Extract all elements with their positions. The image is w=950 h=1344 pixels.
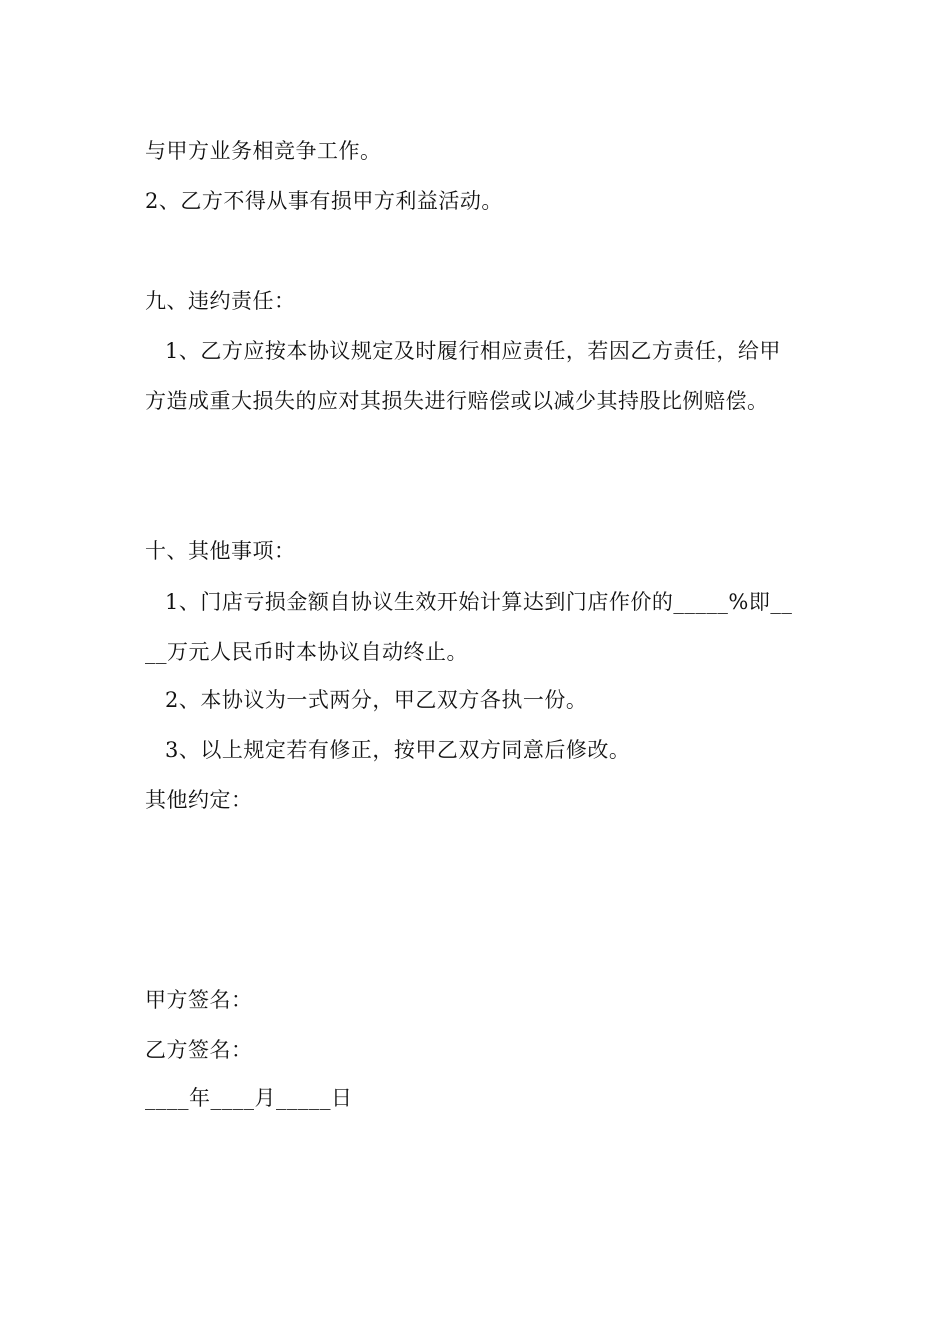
- section-heading-other: 十、其他事项：: [145, 539, 296, 563]
- party-b-signature-label: 乙方签名：: [145, 1038, 253, 1062]
- text-line: __万元人民币时本协议自动终止。: [145, 640, 468, 664]
- text-line: 1、门店亏损金额自协议生效开始计算达到门店作价的_____%即__: [165, 590, 793, 614]
- text-line: 2、本协议为一式两分，甲乙双方各执一份。: [165, 688, 588, 712]
- text-line: 2、乙方不得从事有损甲方利益活动。: [145, 189, 503, 213]
- text-line: 3、以上规定若有修正，按甲乙双方同意后修改。: [165, 738, 631, 762]
- party-a-signature-label: 甲方签名：: [145, 988, 253, 1012]
- text-line: 方造成重大损失的应对其损失进行赔偿或以减少其持股比例赔偿。: [145, 389, 769, 413]
- date-line: ____年____月_____日: [145, 1086, 353, 1110]
- text-line: 与甲方业务相竞争工作。: [145, 139, 382, 163]
- section-heading-breach: 九、违约责任：: [145, 289, 296, 313]
- other-agreement-label: 其他约定：: [145, 788, 253, 812]
- text-line: 1、乙方应按本协议规定及时履行相应责任，若因乙方责任，给甲: [165, 339, 781, 363]
